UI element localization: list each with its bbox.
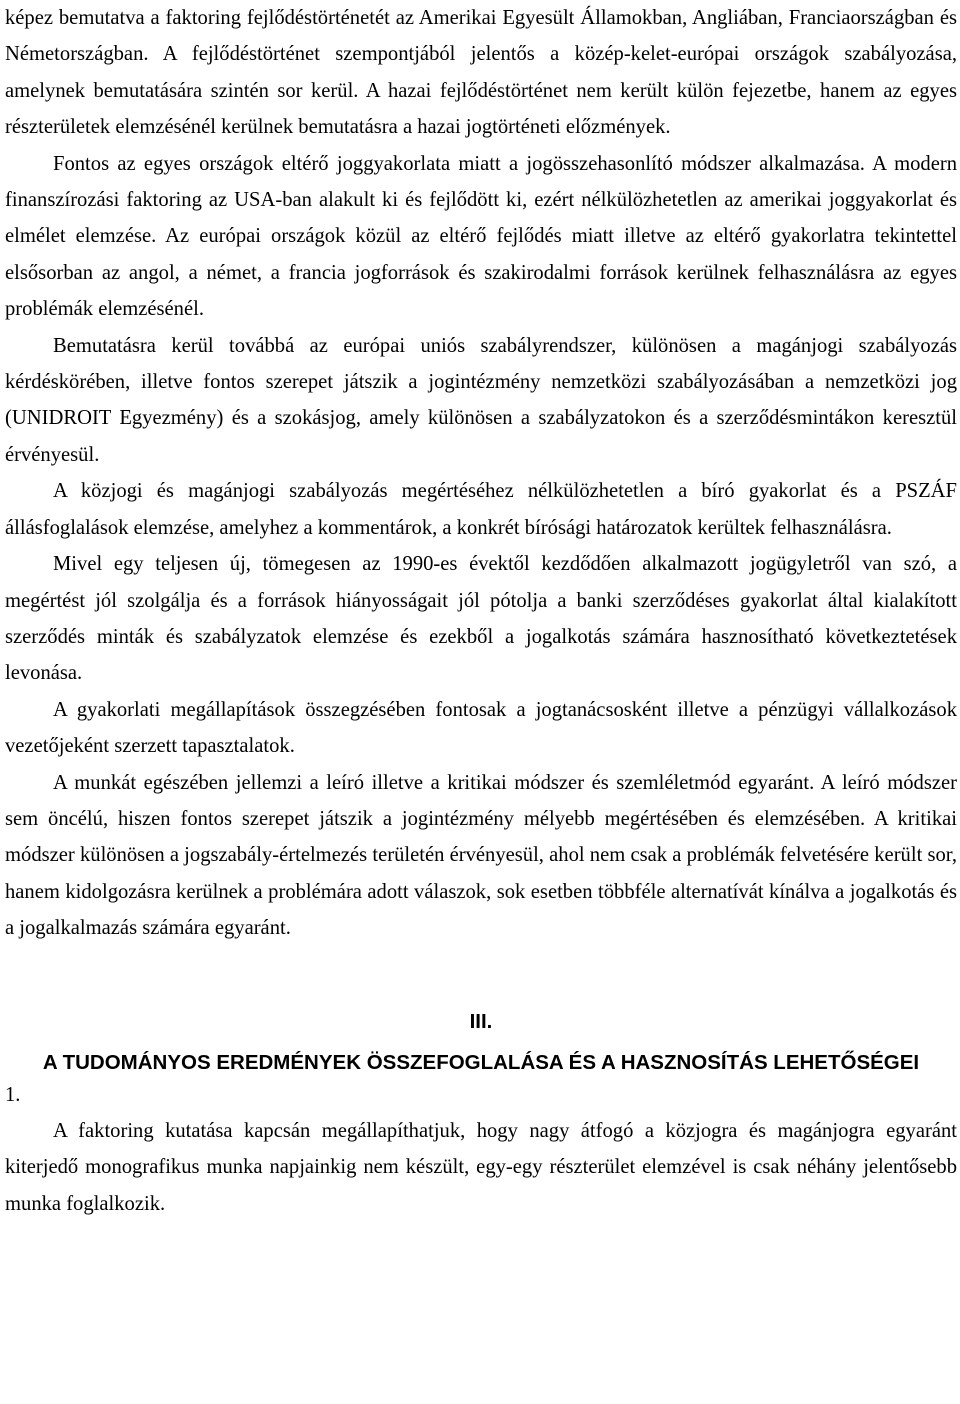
section-number: III. — [469, 1009, 493, 1033]
item-number: 1. — [5, 1083, 21, 1106]
paragraph-conclusion: A faktoring kutatása kapcsán megállapíthatjuk, hogy nagy átfogó a közjogra és magánjogra egyaránt kiterjedő monografikus munka napjainkig nem készült, egy-egy részterület elemzével is csak néhány jelentősebb munka foglalkozik. — [5, 1119, 957, 1215]
section-heading — [5, 1004, 957, 1077]
paragraph-comparative-method: Fontos az egyes országok eltérő joggyakorlata miatt a jogösszehasonlító módszer alkalmazása. A modern finanszírozási faktoring az USA-ban alakult ki és fejlődött ki, ezért nélkülözhetetlen az amerikai joggyakorlat és elmélet elemzése. Az európai országok közül az eltérő fejlődés miatt illetve az eltérő gyakorlatra tekintettel elsősorban az angol, a német, a francia jogforrások és szakirodalmi források kerülnek felhasználásra az egyes problémák elemzésénél. — [5, 152, 957, 321]
section-title: A TUDOMÁNYOS EREDMÉNYEK ÖSSZEFOGLALÁSA ÉS A HASZNOSÍTÁS LEHETŐSÉGEI — [42, 1050, 920, 1074]
paragraph-practical-findings: A gyakorlati megállapítások összegzésében fontosak a jogtanácsosként illetve a pénzügyi vállalkozások vezetőjeként szerzett tapasztalatok. — [5, 698, 957, 758]
paragraph-methodology: A munkát egészében jellemzi a leíró illetve a kritikai módszer és szemléletmód egyaránt. A leíró módszer sem öncélú, hiszen fontos szerepet játszik a jogintézmény mélyebb megértésében és elemzésében. A kritikai módszer különösen a jogszabály-értelmezés területén érvényesül, ahol nem csak a problémák felvetésére került sor, hanem kidolgozásra kerülnek a problémára adott válaszok, sok esetben többféle alternatívát kínálva a jogalkotás és a jogalkalmazás számára egyaránt. — [5, 771, 957, 940]
paragraph-history: képez bemutatva a faktoring fejlődéstörténetét az Amerikai Egyesült Államokban, Angliában, Franciaországban és Németországban. A fejlődéstörténet szempontjából jelentős a közép-kelet-európai országok szabályozása, amelynek bemutatására szintén sor kerül. A hazai fejlődéstörténet nem került külön fejezetbe, hanem az egyes részterületek elemzésénél kerülnek bemutatásra a hazai jogtörténeti előzmények. — [5, 7, 957, 139]
paragraph-eu-regulation: Bemutatásra kerül továbbá az európai uniós szabályrendszer, különösen a magánjogi szabályozás kérdéskörében, illetve fontos szerepet játszik a jogintézmény nemzetközi szabályozásában a nemzetközi jog (UNIDROIT Egyezmény) és a szokásjog, amely különösen a szabályzatokon és a szerződésmintákon keresztül érvényesül. — [5, 334, 957, 466]
paragraph-case-law: A közjogi és magánjogi szabályozás megértéséhez nélkülözhetetlen a bíró gyakorlat és a PSZÁF állásfoglalások elemzése, amelyhez a kommentárok, a konkrét bírósági határozatok kerültek felhasználásra. — [5, 480, 957, 539]
document-page — [5, 0, 957, 1222]
paragraph-contract-practice: Mivel egy teljesen új, tömegesen az 1990-es évektől kezdődően alkalmazott jogügyletről van szó, a megértést jól szolgálja és a források hiányosságait jól pótolja a banki szerződéses gyakorlat által kialakított szerződés minták és szabályzatok elemzése és ezekből a jogalkotás számára hasznosítható következtetések levonása. — [5, 553, 957, 685]
